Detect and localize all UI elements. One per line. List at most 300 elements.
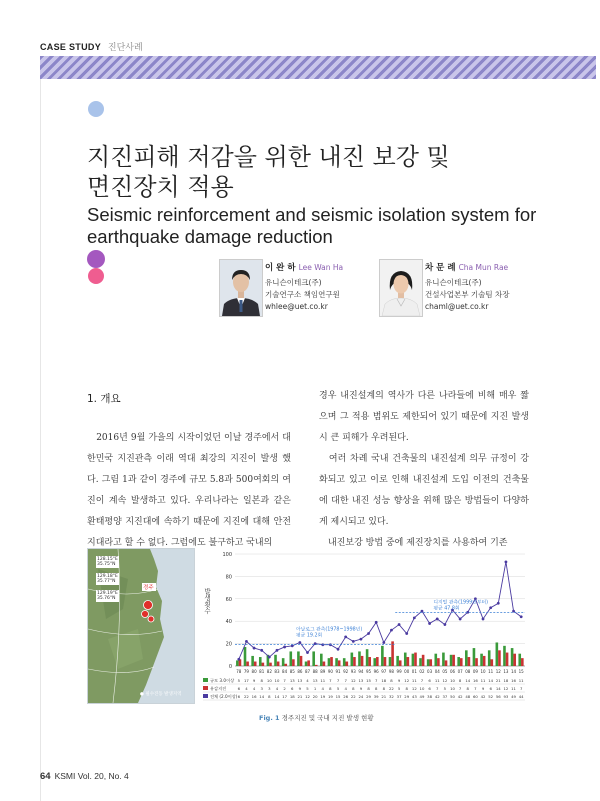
x-tick-label: 11: [488, 669, 494, 674]
blue-dot-decoration: [88, 101, 104, 117]
data-label: 11: [518, 678, 524, 683]
margin-rule: [40, 79, 41, 801]
author-name-cha: [425, 262, 509, 274]
x-tick-label: 13: [503, 669, 509, 674]
y-tick-label: 40: [225, 619, 232, 626]
author-affiliation: 유니슨이테크(주): [425, 278, 482, 287]
bar: [289, 651, 292, 666]
line-point: [260, 649, 263, 652]
data-label: 5: [336, 686, 340, 691]
data-label: 9: [359, 686, 363, 691]
bar: [506, 653, 509, 666]
data-label: 15: [335, 694, 341, 699]
line-point: [436, 618, 439, 621]
bar: [460, 658, 463, 666]
line-point: [276, 649, 279, 652]
x-tick-label: 00: [404, 669, 410, 674]
line-point: [443, 623, 446, 626]
data-label: 15: [366, 678, 371, 683]
author-email: chaml@uet.co.kr: [425, 302, 489, 311]
data-label: 7: [436, 686, 439, 691]
bar: [513, 654, 516, 666]
bar: [366, 649, 369, 666]
x-tick-label: 12: [495, 669, 501, 674]
x-tick-label: 08: [465, 669, 471, 674]
line-point: [505, 560, 508, 563]
paragraph: 2016년 9월 가을의 시작이었던 이날 경주에서 대한민국 지진관측 이래 역대 최강의 지진이 발생 했다. 그림 1과 같이 경주에 규모 5.8과 500여회의 여진이 계속 발생하고 있다. 우리나라는 일본과 같은 환태평양 지진대에 속하기 때문에 지진에 대해 안전지대라고 할 수 없다. 그럼에도 불구하고 국내의: [87, 433, 291, 548]
line-point: [306, 651, 309, 654]
x-tick-label: 87: [304, 669, 311, 674]
data-label: 4: [344, 686, 347, 691]
chart-svg: [199, 548, 529, 706]
data-label: 19: [327, 694, 333, 699]
data-label: 42: [434, 694, 440, 699]
legend-swatch: [203, 694, 208, 698]
bar: [496, 642, 499, 666]
author-name-en: Lee Wan Ha: [298, 263, 344, 272]
annotation-label: 평균 47.8회: [433, 606, 460, 612]
bar: [274, 655, 277, 666]
data-label: 16: [251, 694, 257, 699]
data-label: 39: [373, 694, 379, 699]
line-point: [298, 641, 301, 644]
data-label: 21: [381, 694, 387, 699]
data-label: 3: [260, 686, 263, 691]
bar: [391, 641, 394, 666]
bar: [422, 655, 425, 666]
author-info-cha: [425, 262, 509, 313]
bar: [457, 657, 460, 666]
earthquake-frequency-chart: [199, 548, 529, 706]
data-label: 6: [428, 686, 431, 691]
bar: [297, 651, 300, 666]
data-label: 11: [320, 678, 326, 683]
data-label: 4: [275, 686, 279, 691]
section-heading: 1. 개요: [87, 393, 121, 405]
data-label: 11: [480, 678, 486, 683]
line-point: [489, 606, 492, 609]
data-label: 19: [320, 694, 326, 699]
data-label: 13: [297, 678, 303, 683]
data-label: 12: [404, 678, 410, 683]
data-label: 4: [321, 686, 324, 691]
x-tick-label: 94: [358, 669, 364, 674]
data-label: 50: [450, 694, 455, 699]
line-point: [375, 621, 378, 624]
data-label: 2: [283, 686, 286, 691]
data-label: 8: [352, 686, 355, 691]
journal-name: KSMI: [54, 771, 76, 781]
bar: [368, 657, 371, 666]
data-label: 7: [374, 678, 378, 683]
data-label: 4: [306, 678, 309, 683]
x-tick-label: 83: [274, 669, 280, 674]
purple-dot-decoration: [87, 250, 105, 268]
data-label: 4: [245, 686, 248, 691]
author-position: 건설사업본부 기술팀 차장: [425, 290, 510, 299]
bar: [452, 655, 455, 666]
line-point: [344, 635, 347, 638]
data-label: 8: [405, 686, 408, 691]
figure-caption: [259, 713, 374, 722]
x-tick-label: 95: [366, 669, 372, 674]
journal-volume: Vol. 20, No. 4: [77, 771, 129, 781]
x-tick-label: 15: [518, 669, 524, 674]
y-tick-label: 60: [225, 596, 232, 603]
data-label: 52: [488, 694, 494, 699]
bar: [498, 650, 501, 666]
line-point: [497, 602, 500, 605]
data-label: 56: [495, 694, 501, 699]
data-label: 8: [260, 678, 263, 683]
bar: [284, 664, 287, 666]
data-label: 6: [237, 694, 241, 699]
bar: [358, 651, 361, 666]
x-tick-label: 10: [480, 669, 486, 674]
bar: [414, 653, 417, 666]
bar: [475, 658, 478, 666]
data-label: 7: [519, 686, 523, 691]
data-label: 6: [291, 686, 294, 691]
data-label: 14: [488, 678, 494, 683]
data-label: 29: [366, 694, 371, 699]
author-position: 기술연구소 책임연구원: [265, 290, 340, 299]
bar: [442, 653, 445, 666]
data-label: 12: [411, 686, 417, 691]
x-tick-label: 89: [320, 669, 326, 674]
title-line-1: 지진피해 저감을 위한 내진 보강 및: [87, 143, 450, 171]
data-label: 14: [274, 694, 280, 699]
bar: [384, 657, 387, 666]
x-tick-label: 79: [243, 669, 249, 674]
annotation-label: 평균 19.2회: [296, 633, 323, 639]
page-number: 64: [40, 771, 51, 782]
data-label: 11: [434, 678, 440, 683]
paragraph: 내진보강 방법 중에 제진장치를 사용하여 기존: [319, 538, 508, 548]
x-tick-label: 84: [282, 669, 288, 674]
data-label: 22: [389, 686, 394, 691]
data-label: 22: [244, 694, 249, 699]
bar: [437, 658, 440, 666]
data-label: 43: [411, 694, 417, 699]
x-tick-label: 81: [259, 669, 265, 674]
data-label: 6: [428, 678, 431, 683]
data-label: 10: [266, 678, 272, 683]
bar: [236, 660, 239, 666]
data-label: 1: [313, 686, 317, 691]
data-label: 10: [450, 678, 455, 683]
data-label: 21: [297, 694, 303, 699]
bar: [346, 662, 349, 666]
line-point: [283, 646, 286, 649]
author-email: whlee@uet.co.kr: [265, 302, 328, 311]
x-tick-label: 99: [396, 669, 402, 674]
author-name-en: Cha Mun Rae: [458, 263, 509, 272]
bar: [338, 660, 341, 666]
pink-dot-decoration: [88, 268, 104, 284]
x-tick-label: 97: [381, 669, 387, 674]
x-tick-label: 91: [335, 669, 341, 674]
paragraph: 여러 차례 국내 건축물의 내진설계 의무 규정이 강화되고 있고 이로 인해 내진설계 도입 이전의 건축물에 대한 내진 성능 향상을 위해 많은 방법들이 다양하게 제시되고 있다.: [319, 454, 529, 527]
x-tick-label: 92: [343, 669, 349, 674]
bar: [412, 654, 415, 666]
data-label: 37: [442, 694, 448, 699]
line-point: [390, 629, 393, 632]
data-label: 8: [329, 686, 332, 691]
data-label: 5: [237, 678, 241, 683]
line-point: [520, 615, 523, 618]
data-label: 44: [518, 694, 524, 699]
data-label: 48: [465, 694, 471, 699]
line-point: [268, 656, 271, 659]
x-tick-label: 01: [411, 669, 417, 674]
x-tick-label: 09: [472, 669, 478, 674]
map-legend: ● 필수진동 발생지역: [140, 692, 182, 697]
bar: [468, 657, 471, 666]
bar: [335, 658, 338, 666]
data-label: 93: [503, 694, 509, 699]
data-label: 5: [443, 686, 447, 691]
data-label: 8: [374, 686, 378, 691]
bar: [282, 658, 285, 666]
bar: [323, 662, 326, 666]
data-label: 5: [306, 686, 309, 691]
bar: [473, 648, 476, 666]
line-point: [291, 644, 294, 647]
data-label: 9: [252, 678, 256, 683]
data-label: 21: [495, 678, 501, 683]
data-label: 10: [419, 686, 425, 691]
data-label: 14: [465, 678, 471, 683]
bar: [518, 654, 521, 666]
author-name-ko: 차 문 례: [425, 263, 456, 273]
data-label: 7: [344, 678, 347, 683]
data-label: 37: [396, 694, 402, 699]
x-tick-label: 04: [434, 669, 440, 674]
page-footer: [40, 771, 129, 782]
data-label: 7: [474, 686, 477, 691]
data-label: 24: [358, 694, 364, 699]
paragraph: 경우 내진설계의 역사가 다른 나라들에 비해 매우 짧으며 그 적용 범위도 제한되어 있기 때문에 지진 발생 시 큰 피해가 우려된다.: [319, 391, 529, 443]
data-label: 12: [503, 686, 509, 691]
bar: [396, 656, 399, 666]
bar: [353, 657, 356, 666]
x-tick-label: 03: [427, 669, 433, 674]
bar: [328, 658, 331, 666]
bar: [399, 660, 402, 666]
bar: [404, 653, 407, 666]
x-tick-label: 90: [327, 669, 333, 674]
data-label: 16: [472, 678, 478, 683]
bar: [300, 656, 303, 666]
y-tick-label: 0: [228, 664, 232, 670]
data-label: 8: [382, 686, 386, 691]
y-tick-label: 100: [222, 552, 232, 558]
line-point: [360, 638, 363, 641]
data-label: 4: [252, 686, 256, 691]
bar: [480, 654, 483, 666]
body-column-left: [87, 428, 291, 554]
map-coordinate-box: 128.15°E 35.75°N: [97, 557, 118, 567]
author-info-lee: [265, 262, 343, 313]
line-point: [367, 632, 370, 635]
legend-swatch: [203, 686, 208, 690]
data-label: 11: [411, 678, 417, 683]
annotation-label: 아날로그 관측(1978~1998년): [296, 627, 363, 633]
epicenter-label: 경주: [143, 585, 154, 591]
bar: [312, 651, 315, 666]
data-label: 18: [289, 694, 295, 699]
bar: [511, 648, 514, 666]
data-label: 42: [480, 694, 486, 699]
data-label: 38: [427, 694, 433, 699]
bar: [434, 654, 437, 666]
line-point: [352, 640, 355, 643]
x-tick-label: 05: [442, 669, 448, 674]
data-label: 14: [495, 686, 501, 691]
x-tick-label: 07: [457, 669, 463, 674]
bar: [491, 659, 494, 666]
data-label: 16: [511, 678, 516, 683]
legend-label: 전체 (2.0이상): [210, 694, 238, 699]
page-title: [87, 142, 567, 202]
x-tick-label: 86: [297, 669, 303, 674]
bar: [429, 659, 432, 666]
data-label: 60: [472, 694, 478, 699]
line-point: [382, 641, 385, 644]
data-label: 6: [489, 686, 492, 691]
bar: [262, 663, 265, 666]
english-title-line-2: earthquake damage reduction: [87, 226, 333, 247]
data-label: 12: [442, 678, 448, 683]
author-name-ko: 이 완 하: [265, 263, 296, 273]
y-axis-label: 발생횟수: [203, 588, 211, 614]
data-label: 29: [404, 694, 410, 699]
bar: [373, 658, 376, 666]
bar: [330, 657, 333, 666]
data-label: 3: [268, 686, 271, 691]
data-label: 20: [312, 694, 318, 699]
data-label: 8: [390, 678, 393, 683]
x-tick-label: 98: [388, 669, 394, 674]
bar: [315, 665, 318, 666]
data-label: 13: [289, 678, 295, 683]
annotation-label: 디지털 관측(1999년부터): [433, 600, 488, 606]
line-point: [253, 647, 256, 650]
legend-label: 유감지진: [210, 686, 227, 691]
data-label: 49: [511, 694, 516, 699]
author-photo-lee: [219, 259, 263, 317]
legend-swatch: [203, 678, 208, 682]
data-label: 9: [481, 686, 485, 691]
bar: [254, 662, 257, 666]
data-label: 13: [358, 678, 364, 683]
bar: [521, 658, 524, 666]
line-point: [245, 640, 248, 643]
line-point: [413, 616, 416, 619]
data-label: 8: [458, 678, 462, 683]
x-tick-label: 82: [266, 669, 272, 674]
bar: [427, 659, 430, 666]
legend-label: 규모 3.0이상: [210, 678, 235, 683]
data-label: 7: [336, 678, 340, 683]
line-point: [459, 618, 462, 621]
x-tick-label: 06: [449, 669, 456, 674]
bar: [307, 660, 310, 666]
bar: [445, 660, 448, 666]
x-tick-label: 93: [350, 669, 356, 674]
data-label: 12: [350, 678, 356, 683]
data-label: 32: [389, 694, 394, 699]
data-label: 17: [244, 678, 249, 683]
data-label: 8: [268, 694, 271, 699]
section-label: [40, 40, 143, 53]
data-label: 12: [305, 694, 310, 699]
data-label: 6: [237, 686, 241, 691]
data-label: 8: [466, 686, 469, 691]
title-line-2: 면진장치 적용: [87, 173, 234, 201]
data-label: 14: [259, 694, 265, 699]
bar: [450, 655, 453, 666]
data-label: 5: [397, 686, 401, 691]
x-tick-label: 80: [251, 669, 257, 674]
data-label: 7: [458, 686, 462, 691]
author-affiliation: 유니슨이테크(주): [265, 278, 322, 287]
bar: [465, 650, 468, 666]
data-label: 18: [381, 678, 387, 683]
data-label: 17: [282, 694, 288, 699]
english-title-line-1: Seismic reinforcement and seismic isolation system for: [87, 204, 537, 225]
bar: [351, 653, 354, 666]
data-label: 22: [350, 694, 356, 699]
bar: [488, 650, 491, 666]
body-column-right: [319, 386, 529, 554]
bar: [389, 657, 392, 666]
bar: [305, 662, 308, 666]
figure-caption-text: 경주지진 및 국내 지진 발생 현황: [281, 714, 374, 722]
author-photo-cha: [379, 259, 423, 317]
bar: [503, 646, 506, 666]
line-point: [237, 658, 240, 661]
line-point: [405, 632, 408, 635]
data-label: 8: [367, 686, 370, 691]
line-point: [398, 623, 401, 626]
data-label: 11: [511, 686, 516, 691]
data-label: 9: [397, 678, 401, 683]
case-study-label: CASE STUDY: [40, 42, 102, 52]
data-label: 10: [450, 686, 455, 691]
line-point: [512, 610, 515, 613]
bar: [419, 658, 422, 666]
data-label: 13: [312, 678, 318, 683]
bar: [407, 657, 410, 666]
data-label: 9: [298, 686, 302, 691]
bar: [269, 663, 272, 666]
bar: [483, 656, 486, 666]
data-label: 7: [329, 678, 332, 683]
map-coordinate-box: 129.19°E 35.76°N: [97, 591, 118, 601]
case-study-sub: 진단사례: [107, 43, 143, 53]
bar: [292, 659, 295, 666]
data-label: 18: [503, 678, 509, 683]
header-stripe: [40, 56, 596, 79]
bar: [381, 646, 384, 666]
bar: [244, 647, 247, 666]
data-label: 10: [274, 678, 280, 683]
map-coordinate-box: 129.18°E 35.77°N: [97, 574, 118, 584]
bar: [246, 662, 249, 666]
x-tick-label: 88: [312, 669, 318, 674]
